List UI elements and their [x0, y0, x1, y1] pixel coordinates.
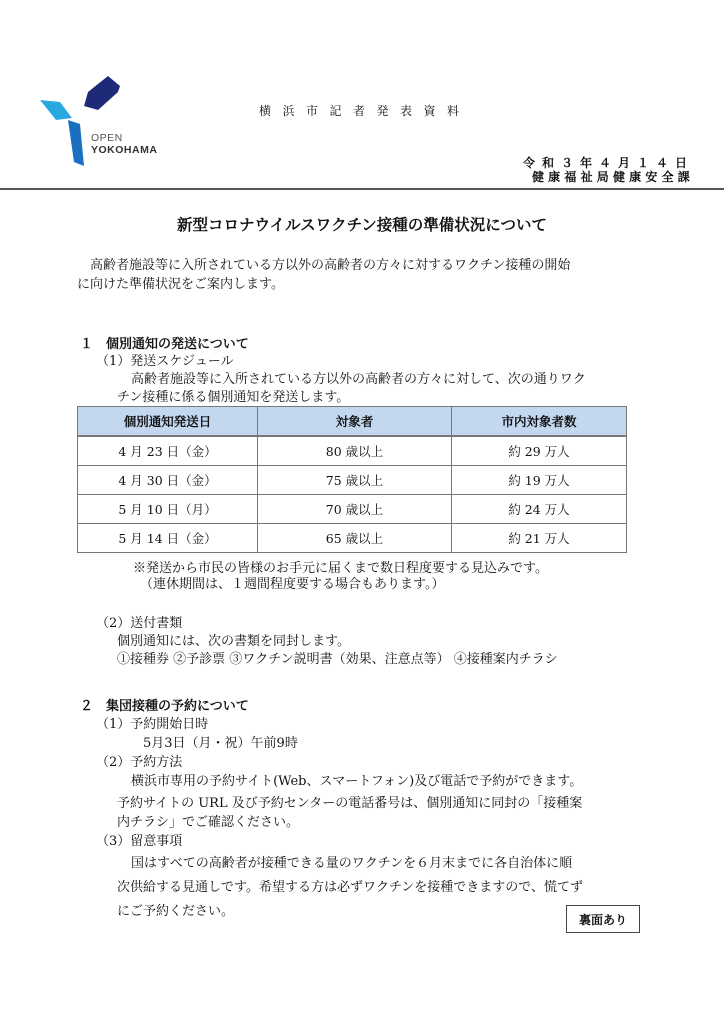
section1-sub1-heading: （1）発送スケジュール [96, 354, 234, 369]
press-release-label: 横浜市記者発表資料 [259, 104, 471, 118]
cell-date: 4 月 30 日（金） [78, 466, 258, 495]
section2-sub2-text2: 予約サイトの URL 及び予約センターの電話番号は、個別通知に同封の「接種案 [117, 796, 583, 811]
section1-sub2-heading: （2）送付書類 [96, 616, 183, 631]
cell-count: 約 29 万人 [452, 436, 627, 466]
section2-sub3-text3: にご予約ください。 [117, 904, 235, 919]
section2-sub2-text3: 内チラシ」でご確認ください。 [117, 815, 300, 830]
cell-date: 5 月 14 日（金） [78, 524, 258, 553]
cell-target: 70 歳以上 [258, 495, 452, 524]
reverse-side-notice: 裏面あり [566, 905, 640, 933]
table-row [78, 466, 627, 495]
section2-sub3-text2: 次供給する見通しです。希望する方は必ずワクチンを接種できますので、慌てず [117, 880, 584, 895]
intro-line-1: 高齢者施設等に入所されている方以外の高齢者の方々に対するワクチン接種の開始 [90, 258, 571, 273]
section2-heading: ２ 集団接種の予約について [80, 699, 249, 714]
cell-count: 約 19 万人 [452, 466, 627, 495]
section2-sub2-heading: （2）予約方法 [96, 755, 183, 770]
logo-text-open: OPEN [91, 132, 123, 144]
table-header-row [78, 407, 627, 437]
section2-sub3-text1: 国はすべての高齢者が接種できる量のワクチンを６月末までに各自治体に順 [131, 856, 573, 871]
cell-target: 75 歳以上 [258, 466, 452, 495]
document-title: 新型コロナウイルスワクチン接種の準備状況について [177, 216, 547, 234]
cell-date: 4 月 23 日（金） [78, 436, 258, 466]
logo-text-yokohama: YOKOHAMA [91, 144, 158, 156]
section1-sub1-text2: チン接種に係る個別通知を発送します。 [117, 390, 350, 405]
section2-sub2-text1: 横浜市専用の予約サイト(Web、スマートフォン)及び電話で予約ができます。 [131, 774, 583, 789]
section1-sub1-text1: 高齢者施設等に入所されている方以外の高齢者の方々に対して、次の通りワク [131, 372, 586, 387]
col-header-target: 対象者 [258, 407, 452, 437]
table-row [78, 524, 627, 553]
section1-sub2-text2: ①接種券 ②予診票 ③ワクチン説明書（効果、注意点等） ④接種案内チラシ [117, 652, 558, 667]
delivery-note-1: ※発送から市民の皆様のお手元に届くまで数日程度要する見込みです。 [133, 561, 548, 576]
section1-heading: １ 個別通知の発送について [80, 337, 249, 352]
schedule-table [77, 406, 627, 553]
header-divider [0, 188, 724, 190]
department-name: 健康福祉局健康安全課 [531, 170, 694, 184]
col-header-count: 市内対象者数 [452, 407, 627, 437]
section2-sub1-heading: （1）予約開始日時 [96, 717, 209, 732]
col-header-date: 個別通知発送日 [78, 407, 258, 437]
delivery-note-2: （連休期間は、１週間程度要する場合もあります。） [140, 577, 445, 592]
intro-line-2: に向けた準備状況をご案内します。 [77, 277, 284, 292]
section2-sub3-heading: （3）留意事項 [96, 834, 183, 849]
cell-target: 65 歳以上 [258, 524, 452, 553]
section1-sub2-text1: 個別通知には、次の書類を同封します。 [117, 634, 350, 649]
table-row [78, 495, 627, 524]
cell-count: 約 21 万人 [452, 524, 627, 553]
release-date: 令和３年４月１４日 [522, 156, 694, 170]
table-row [78, 436, 627, 466]
cell-target: 80 歳以上 [258, 436, 452, 466]
cell-date: 5 月 10 日（月） [78, 495, 258, 524]
cell-count: 約 24 万人 [452, 495, 627, 524]
yokohama-logo-mark-icon [38, 74, 188, 174]
section2-sub1-text1: 5月3日（月・祝）午前9時 [143, 736, 298, 751]
open-yokohama-logo [38, 74, 188, 174]
